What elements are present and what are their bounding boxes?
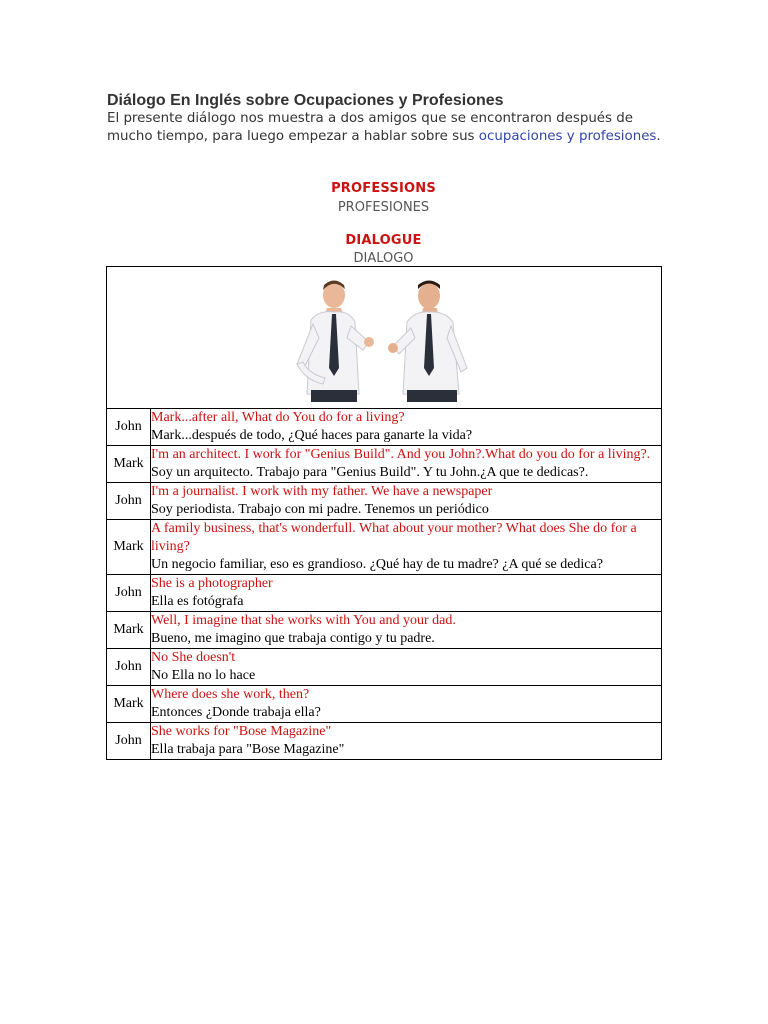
dialogue-lines [151, 483, 662, 520]
english-line: Well, I imagine that she works with You and your dad. [151, 613, 456, 628]
dialogue-row [107, 649, 662, 686]
speaker-name: Mark [107, 520, 151, 575]
dialogue-row [107, 446, 662, 483]
dialogue-lines [151, 723, 662, 760]
spanish-line: Un negocio familiar, eso es grandioso. ¿Qué hay de tu madre? ¿A qué se dedica? [151, 557, 603, 572]
intro-end: . [656, 129, 661, 144]
speaker-name: John [107, 649, 151, 686]
speaker-name: John [107, 575, 151, 612]
speaker-name: Mark [107, 446, 151, 483]
english-line: A family business, that's wonderfull. What about your mother? What does She do for a living? [151, 521, 637, 554]
dialogue-lines [151, 686, 662, 723]
speaker-name: John [107, 723, 151, 760]
section-subheading-profesiones: PROFESIONES [337, 200, 430, 215]
occupations-link[interactable]: ocupaciones y profesiones [478, 129, 657, 144]
english-line: I'm a journalist. I work with my father. We have a newspaper [151, 484, 493, 499]
speaker-name: Mark [107, 686, 151, 723]
spanish-line: Entonces ¿Donde trabaja ella? [151, 705, 321, 720]
spanish-line: Bueno, me imagino que trabaja contigo y tu padre. [151, 631, 435, 646]
dialogue-table [106, 266, 662, 760]
dialogue-lines [151, 409, 662, 446]
speaker-name: John [107, 409, 151, 446]
dialogue-lines [151, 520, 662, 575]
spanish-line: Mark...después de todo, ¿Qué haces para ganarte la vida? [151, 428, 473, 443]
intro-paragraph [107, 110, 667, 146]
illustration-cell [107, 267, 662, 409]
dialogue-row [107, 520, 662, 575]
two-businessmen-talking-illustration [289, 276, 479, 402]
dialogue-row [107, 612, 662, 649]
right-man-figure [388, 281, 467, 403]
section-subheading-dialogo: DIALOGO [353, 251, 414, 266]
page-title: Diálogo En Inglés sobre Ocupaciones y Profesiones [107, 92, 504, 109]
english-line: Mark...after all, What do You do for a living? [151, 410, 405, 425]
section-heading-professions: PROFESSIONS [331, 181, 436, 196]
dialogue-lines [151, 649, 662, 686]
dialogue-lines [151, 446, 662, 483]
dialogue-lines [151, 612, 662, 649]
dialogue-row [107, 723, 662, 760]
left-man-figure [297, 281, 374, 403]
english-line: I'm an architect. I work for "Genius Build". And you John?.What do you do for a living?. [151, 447, 651, 462]
spanish-line: Soy periodista. Trabajo con mi padre. Tenemos un periódico [151, 502, 489, 517]
section-heading-dialogue: DIALOGUE [345, 233, 422, 248]
english-line: Where does she work, then? [151, 687, 310, 702]
spanish-line: Ella trabaja para "Bose Magazine" [151, 742, 345, 757]
speaker-name: John [107, 483, 151, 520]
dialogue-row [107, 483, 662, 520]
illustration-row [107, 267, 662, 409]
english-line: No She doesn't [151, 650, 236, 665]
dialogue-row [107, 686, 662, 723]
intro-text: El presente diálogo nos muestra a dos amigos que se encontraron después de mucho tiempo, para luego empezar a hablar sobre sus [107, 111, 634, 144]
english-line: She is a photographer [151, 576, 273, 591]
speaker-name: Mark [107, 612, 151, 649]
dialogue-row [107, 575, 662, 612]
spanish-line: Soy un arquitecto. Trabajo para "Genius Build". Y tu John.¿A que te dedicas?. [151, 465, 589, 480]
spanish-line: Ella es fotógrafa [151, 594, 244, 609]
english-line: She works for "Bose Magazine" [151, 724, 332, 739]
dialogue-row [107, 409, 662, 446]
dialogue-lines [151, 575, 662, 612]
spanish-line: No Ella no lo hace [151, 668, 256, 683]
